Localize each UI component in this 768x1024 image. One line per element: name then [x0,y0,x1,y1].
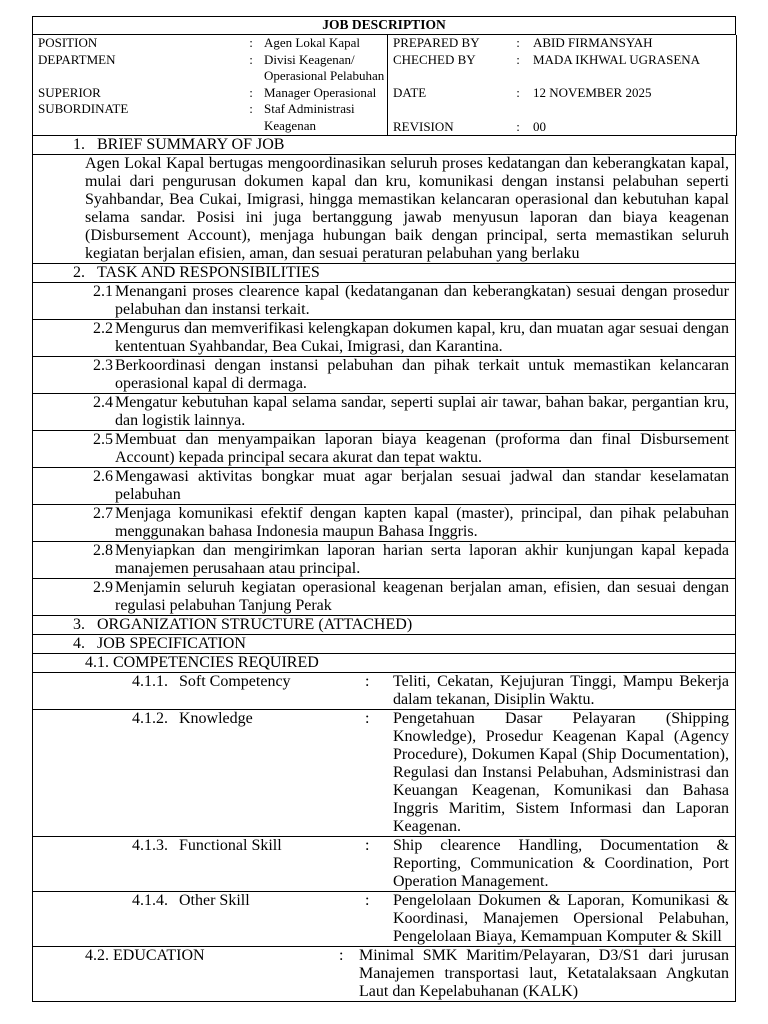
date-value: 12 NOVEMBER 2025 [533,85,652,101]
education-row: 4.2. EDUCATION : Minimal SMK Maritim/Pelayaran, D3/S1 dari jurusan Manajemen transportasi laut, Ketatalaksaan Angkutan Laut dan Kepelabuhanan (KALK) [32,947,736,1002]
section-tasks-heading [32,264,736,283]
header-row-date: DATE : 12 NOVEMBER 2025 [388,68,736,102]
section-brief-summary-heading [32,136,736,155]
task-item: 2.4 Mengatur kebutuhan kapal selama sandar, seperti suplai air tawar, bahan bakar, pergantian kru, dan logistik lainnya. [32,394,736,431]
document-title: JOB DESCRIPTION [32,16,736,35]
position-label: POSITION [38,35,98,50]
header-left-panel [33,35,388,136]
superior-value: Manager Operasional [264,84,377,100]
section-number: 4. [73,635,85,653]
subordinate-value: Staf Administrasi Keagenan [264,101,355,133]
task-list [32,283,736,616]
department-value: Divisi Keagenan/ Operasional Pelabuhan [264,51,385,84]
education-label: 4.2. EDUCATION [85,947,205,965]
task-item: 2.6 Mengawasi aktivitas bongkar muat agar berjalan sesuai jadwal dan standar keselamatan pelabuhan [32,468,736,505]
task-item: 2.9 Menjamin seluruh kegiatan operasional keagenan berjalan aman, efisien, dan sesuai dengan regulasi pelabuhan Tanjung Perak [32,579,736,616]
checked-by-value: MADA IKHWAL UGRASENA [533,51,701,67]
task-item: 2.7 Menjaga komunikasi efektif dengan kapten kapal (master), principal, dan pihak pelabuhan menggunakan bahasa Indonesia maupun Bahasa Inggris. [32,505,736,542]
competencies-heading: 4.1. COMPETENCIES REQUIRED [32,654,736,673]
superior-label: SUPERIOR [38,84,101,100]
job-description-document [32,16,736,1002]
revision-label: REVISION [393,118,454,134]
subordinate-label: SUBORDINATE [38,101,129,117]
task-item: 2.5 Membuat dan menyampaikan laporan biaya keagenan (proforma dan final Disbursement Account) kepada principal secara akurat dan tepat waktu. [32,431,736,468]
section-title: ORGANIZATION STRUCTURE (ATTACHED) [97,616,413,634]
header-row-position: POSITION : Agen Lokal Kapal [33,35,387,52]
date-label: DATE [393,85,427,101]
prepared-by-value: ABID FIRMANSYAH [533,35,653,50]
task-item: 2.2 Mengurus dan memverifikasi kelengkapan dokumen kapal, kru, dan muatan agar sesuai dengan kententuan Syahbandar, Bea Cukai, Imigrasi, dan Karantina. [32,320,736,357]
section-title: BRIEF SUMMARY OF JOB [97,136,285,154]
revision-value: 00 [533,118,546,134]
checked-by-label: CHECHED BY [393,51,476,67]
position-value: Agen Lokal Kapal [264,35,361,50]
competency-row: 4.1.2. Knowledge : Pengetahuan Dasar Pelayaran (Shipping Knowledge), Prosedur Keagenan Kapal (Agency Procedure), Dokumen Kapal (Ship Documentation), Regulasi dan Instansi Pelabuhan, Adsministrasi dan Keuangan Keagenan, Komunikasi dan Bahasa Inggris Maritim, Sistem Informasi dan Laporan Keagenan. [32,710,736,837]
section-title: JOB SPECIFICATION [97,635,246,653]
competency-row: 4.1.3. Functional Skill : Ship clearence Handling, Documentation & Reporting, Communication & Coordination, Port Operation Management. [32,837,736,892]
task-item: 2.3 Berkoordinasi dengan instansi pelabuhan dan pihak terkait untuk memastikan kelancaran operasional kapal di dermaga. [32,357,736,394]
header-row-revision: REVISION : 00 [388,102,736,136]
header-right-panel [388,35,737,136]
competency-row: 4.1.1. Soft Competency : Teliti, Cekatan, Kejujuran Tinggi, Mampu Bekerja dalam tekanan, Disiplin Waktu. [32,673,736,710]
department-label: DEPARTMEN [38,51,116,67]
header-row-subordinate: SUBORDINATE : Staf Administrasi Keagenan [33,101,387,134]
section-job-specification-heading [32,635,736,654]
brief-summary-text: Agen Lokal Kapal bertugas mengoordinasikan seluruh proses kedatangan dan keberangkatan kapal, mulai dari pengurusan dokumen kapal dan kru, komunikasi dengan instansi pelabuhan seperti Syahbandar, Bea Cukai, Imigrasi, hingga memastikan kelancaran operasional dan kebutuhan kapal selama sandar. Posisi ini juga bertanggung jawab menyusun laporan dan biaya keagenan (Disbursement Account), menjaga hubungan baik dengan principal, serta memastikan seluruh kegiatan berjalan efisien, aman, dan sesuai peraturan pelabuhan yang berlaku [32,155,736,264]
header-row-department: DEPARTMEN : Divisi Keagenan/ Operasional Pelabuhan [33,52,387,85]
section-organization-heading [32,616,736,635]
section-number: 3. [73,616,85,634]
task-item: 2.8 Menyiapkan dan mengirimkan laporan harian serta laporan akhir kunjungan kapal kepada manajemen perusahaan atau principal. [32,542,736,579]
prepared-by-label: PREPARED BY [393,35,480,50]
education-value: Minimal SMK Maritim/Pelayaran, D3/S1 dari jurusan Manajemen transportasi laut, Ketatalaksaan Angkutan Laut dan Kepelabuhanan (KALK) [359,947,729,1001]
header-row-checked-by: CHECHED BY : MADA IKHWAL UGRASENA [388,52,736,69]
header-row-superior: SUPERIOR : Manager Operasional [33,85,387,102]
competency-row: 4.1.4. Other Skill : Pengelolaan Dokumen & Laporan, Komunikasi & Koordinasi, Manajemen Opersional Pelabuhan, Pengelolaan Biaya, Kemampuan Komputer & Skill [32,892,736,947]
section-title: TASK AND RESPONSIBILITIES [97,264,320,282]
section-number: 2. [73,264,85,282]
task-item: 2.1 Menangani proses clearence kapal (kedatanganan dan keberangkatan) sesuai dengan prosedur pelabuhan dan instansi terkait. [32,283,736,320]
section-number: 1. [73,136,85,154]
header-table [32,35,737,136]
header-row-prepared-by: PREPARED BY : ABID FIRMANSYAH [388,35,736,52]
